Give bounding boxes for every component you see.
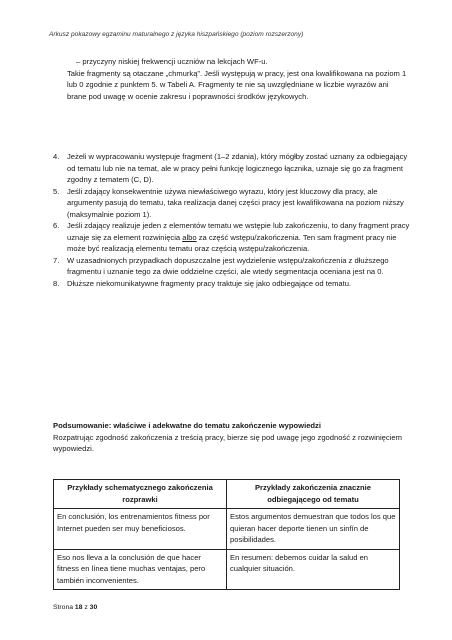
rule-item [53,186,413,221]
table-cell: Eso nos lleva a la conclusión de que hacer fitness en línea tiene muchas ventajas, pero también inconvenientes. [54,549,227,590]
intro-paragraph: Takie fragmenty są otaczane „chmurką”. Jeśli występują w pracy, jest ona kwalifikowana na poziom 1 lub 0 zgodnie z punktem 5. w Tabeli A. Fragmenty te nie są uwzględniane w liczbie wyrazów ani brane pod uwagę w ocenie zakresu i poprawności środków językowych. [67,68,407,101]
table-cell: En resumen: debemos cuidar la salud en cualquier situación. [227,549,400,590]
page-total: 30 [89,604,98,611]
rule-text-before: Jeśli zdający realizuje jeden z elementów tematu we wstępie lub zakończeniu, to dany fragment pracy uznaje się za element rozwinięcia [67,221,410,242]
rule-number: 8. [53,278,60,288]
rule-item [53,278,413,290]
rule-number: 4. [53,152,60,161]
rule-number: 7. [53,255,60,265]
summary-section [53,420,413,455]
table-row [54,509,400,550]
page-footer [53,604,97,611]
rule-number: 5. [53,186,60,196]
document-header: Arkusz pokazowy egzaminu maturalnego z języka hiszpańskiego (poziom rozszerzony) [49,31,304,38]
rule-text: Jeżeli w wypracowaniu występuje fragment (1–2 zdania), który mógłby zostać uznany za odbiegający od tematu lub nie na temat, ale w pracy pełni funkcję logicznego łącznika, uznaje się go za fragment zgodny z tematem (C, D). [67,152,408,184]
table-cell: En conclusión, los entrenamientos fitness por Internet pueden ser muy beneficiosos. [54,509,227,550]
rule-item [53,220,413,255]
summary-text: Rozpatrując zgodność zakończenia z treścią pracy, bierze się pod uwagę jego zgodność z rozwinięciem wypowiedzi. [53,432,402,453]
rule-text: Jeśli zdający konsekwentnie używa niewłaściwego wyrazu, który jest kluczowy dla pracy, ale argumenty pasują do tematu, taka realizacja danej części pracy jest kwalifikowana na poziom niższy (maksymalnie poziom 1). [67,186,404,219]
rule-underlined-word: albo [182,232,197,242]
rule-item [53,151,413,186]
intro-block [67,56,407,102]
summary-title: Podsumowanie: właściwe i adekwatne do tematu zakończenie wypowiedzi [53,421,321,430]
table-header-row [54,480,400,509]
table-cell: Estos argumentos demuestran que todos los que quieran hacer deporte tienen un sinfín de posibilidades. [227,509,400,550]
table-header-cell: Przykłady zakończenia znacznie odbiegającego od tematu [227,480,400,509]
rules-list [53,151,413,289]
rule-text-after: za część wstępu/zakończenia. Ten sam fragment pracy nie może być realizacją elementu tematu oraz częścią wstępu/zakończenia. [67,232,397,253]
footer-label: Strona [53,604,74,611]
rule-text [67,220,413,255]
examples-table [53,479,400,590]
rule-text: W uzasadnionych przypadkach dopuszczalne jest wydzielenie wstępu/zakończenia z dłuższego fragmentu i uznanie tego za dwie oddzielne części, ale wtedy segmentacja oceniana jest na 0. [67,255,389,276]
table-header-cell: Przykłady schematycznego zakończenia rozprawki [54,480,227,509]
page-number: 18 [74,604,83,611]
rule-item [53,255,413,278]
footer-separator: z [84,604,88,611]
table-row [54,549,400,590]
dash-item: – przyczyny niskiej frekwencji uczniów na lekcjach WF-u. [76,57,268,66]
rule-number: 6. [53,221,60,230]
rule-text: Dłuższe niekomunikatywne fragmenty pracy traktuje się jako odbiegające od tematu. [67,278,352,288]
